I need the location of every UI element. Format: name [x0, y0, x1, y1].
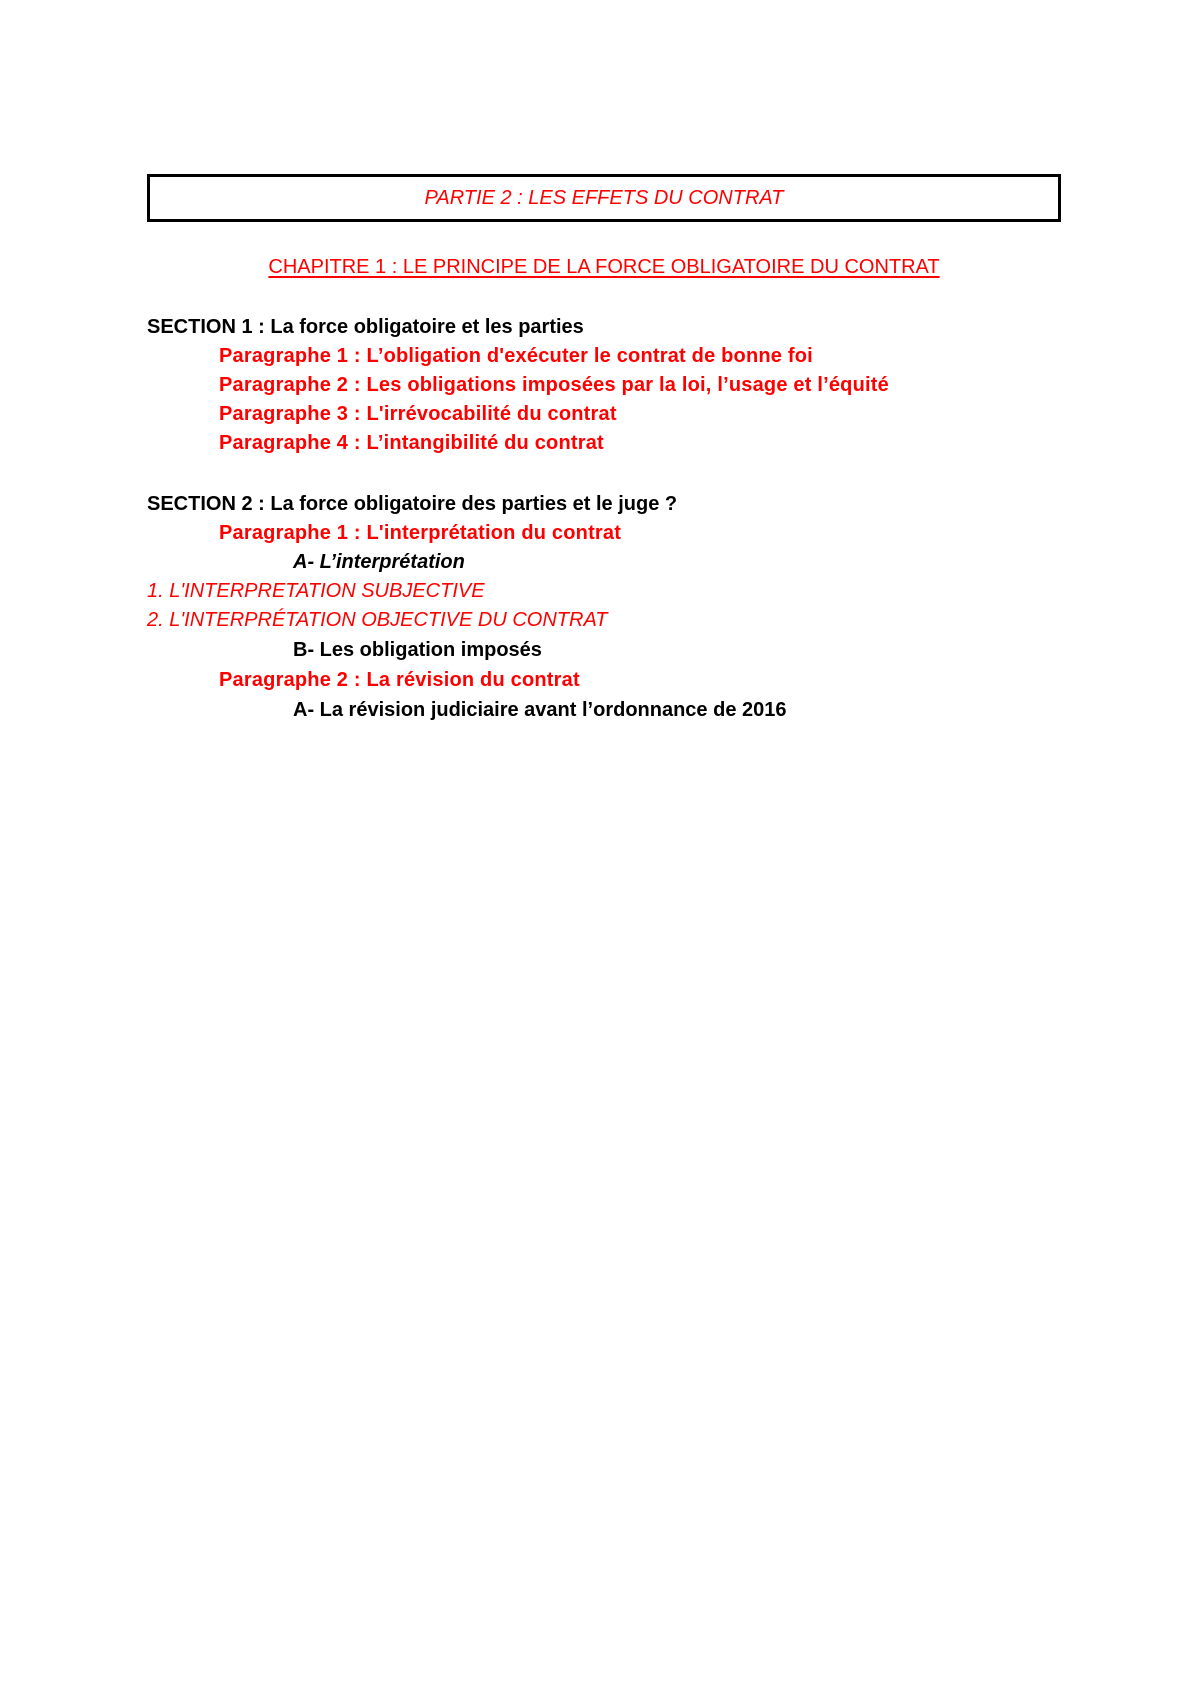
section-2-paragraph-1: Paragraphe 1 : L'interprétation du contrat	[219, 522, 622, 544]
section-2-sub-b: B- Les obligation imposés	[293, 639, 542, 661]
section-1-paragraph-3: Paragraphe 3 : L'irrévocabilité du contrat	[219, 403, 617, 425]
section-2-sub-a: A- L’interprétation	[293, 551, 465, 573]
section-2-sub-a2: A- La révision judiciaire avant l’ordonnance de 2016	[293, 699, 787, 721]
numbered-item-2: 2. L'INTERPRÉTATION OBJECTIVE DU CONTRAT	[147, 609, 608, 631]
section-2-heading: SECTION 2 : La force obligatoire des parties et le juge ?	[147, 493, 678, 515]
section-1-paragraph-4: Paragraphe 4 : L’intangibilité du contrat	[219, 432, 604, 454]
partie-title-box	[147, 174, 1061, 222]
section-2-paragraph-2: Paragraphe 2 : La révision du contrat	[219, 669, 580, 691]
chapitre-title: CHAPITRE 1 : LE PRINCIPE DE LA FORCE OBLIGATOIRE DU CONTRAT	[268, 256, 940, 278]
section-1-heading: SECTION 1 : La force obligatoire et les parties	[147, 316, 584, 338]
section-1-paragraph-1: Paragraphe 1 : L’obligation d'exécuter le contrat de bonne foi	[219, 345, 813, 367]
numbered-item-1: 1. L'INTERPRETATION SUBJECTIVE	[147, 580, 485, 602]
section-1-paragraph-2: Paragraphe 2 : Les obligations imposées par la loi, l’usage et l’équité	[219, 374, 889, 396]
partie-title: PARTIE 2 : LES EFFETS DU CONTRAT	[424, 186, 784, 209]
